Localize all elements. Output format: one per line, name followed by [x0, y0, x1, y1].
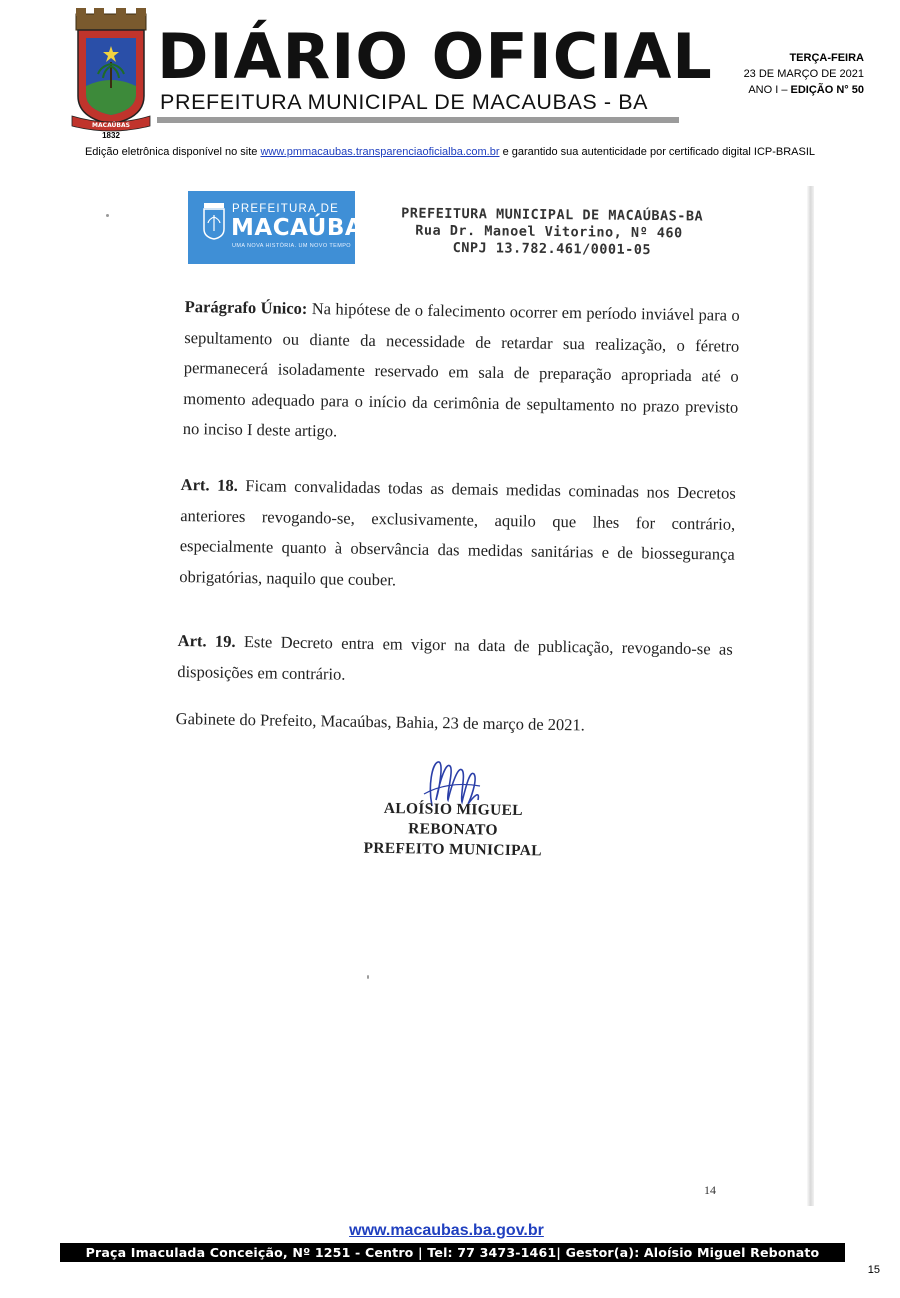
prefeitura-logo — [188, 191, 381, 264]
footer-address-bar: Praça Imaculada Conceição, Nº 1251 - Centro | Tel: 77 3473-1461| Gestor(a): Aloísio Miguel Rebonato — [60, 1243, 845, 1262]
footer-website — [0, 1222, 893, 1240]
article-19 — [177, 626, 733, 696]
signatory-name: ALOÍSIO MIGUEL REBONATO — [383, 799, 523, 839]
logo-tagline: UMA NOVA HISTÓRIA. UM NOVO TEMPO — [232, 243, 351, 249]
article-18-label: Art. 18. — [180, 474, 238, 495]
signatory-block — [338, 798, 569, 862]
availability-notice — [0, 146, 900, 158]
paragraph-unico-label: Parágrafo Único: — [184, 296, 308, 318]
edition-info — [744, 50, 864, 98]
article-18 — [179, 470, 736, 601]
crest-year: 1832 — [102, 131, 120, 140]
scan-speck — [106, 214, 109, 217]
signatory-role: PREFEITO MUNICIPAL — [363, 839, 542, 860]
crest-banner-text: MACAÚBAS — [92, 122, 130, 129]
footer-website-link[interactable]: www.macaubas.ba.gov.br — [349, 1222, 544, 1239]
mini-crest-icon — [202, 203, 226, 243]
availability-suffix: e garantido sua autenticidade por certificado digital ICP-BRASIL — [499, 146, 816, 158]
scanned-page-number: 14 — [704, 1183, 716, 1197]
paragraph-unico-text: Na hipótese de o falecimento ocorrer em período inviável para o sepultamento ou diante da necessidade de retardar sua realização, o féretro permanecerá isoladamente reservado em sala de preparação apropriada até o momento adequado para o início da cerimônia de sepultamento no prazo previsto no inciso I deste artigo. — [182, 298, 740, 441]
year-label: ANO I – — [748, 84, 791, 96]
publication-date: 23 DE MARÇO DE 2021 — [743, 68, 864, 80]
weekday: TERÇA-FEIRA — [789, 52, 864, 64]
letterhead-stamp — [362, 205, 743, 260]
logo-prefeitura-de: PREFEITURA DE — [232, 203, 339, 215]
availability-prefix: Edição eletrônica disponível no site — [84, 146, 261, 158]
logo-macaubas: MACAÚBAS — [231, 215, 381, 241]
journal-title: DIÁRIO OFICIAL — [157, 20, 713, 93]
letterhead-line-2: Rua Dr. Manoel Vitorino, Nº 460 — [415, 222, 683, 242]
article-18-text: Ficam convalidadas todas as demais medidas cominadas nos Decretos anteriores revogando-se, exclusivamente, aquilo que lhes for contrário, especialmente quanto à observância das medidas sanitárias e de biossegurança obrigatórias, naquilo que couber. — [179, 475, 736, 589]
scan-page-edge — [807, 186, 814, 1206]
letterhead-line-3: CNPJ 13.782.461/0001-05 — [452, 239, 652, 259]
scan-speck — [367, 975, 369, 979]
journal-subtitle: PREFEITURA MUNICIPAL DE MACAUBAS - BA — [160, 90, 649, 114]
paragraph-unico — [183, 292, 740, 453]
article-19-text: Este Decreto entra em vigor na data de publicação, revogando-se as disposições em contrário. — [177, 631, 733, 684]
article-19-label: Art. 19. — [177, 630, 236, 651]
page-number: 15 — [867, 1264, 880, 1276]
edition-number: EDIÇÃO N° 50 — [790, 84, 864, 96]
letterhead-line-1: PREFEITURA MUNICIPAL DE MACAÚBAS-BA — [401, 205, 704, 225]
transparency-site-link[interactable]: www.pmmacaubas.transparenciaoficialba.com.br — [260, 146, 500, 158]
header-divider — [157, 117, 679, 123]
closing-line: Gabinete do Prefeito, Macaúbas, Bahia, 23 de março de 2021. — [175, 708, 586, 735]
municipal-crest-icon — [70, 8, 152, 140]
